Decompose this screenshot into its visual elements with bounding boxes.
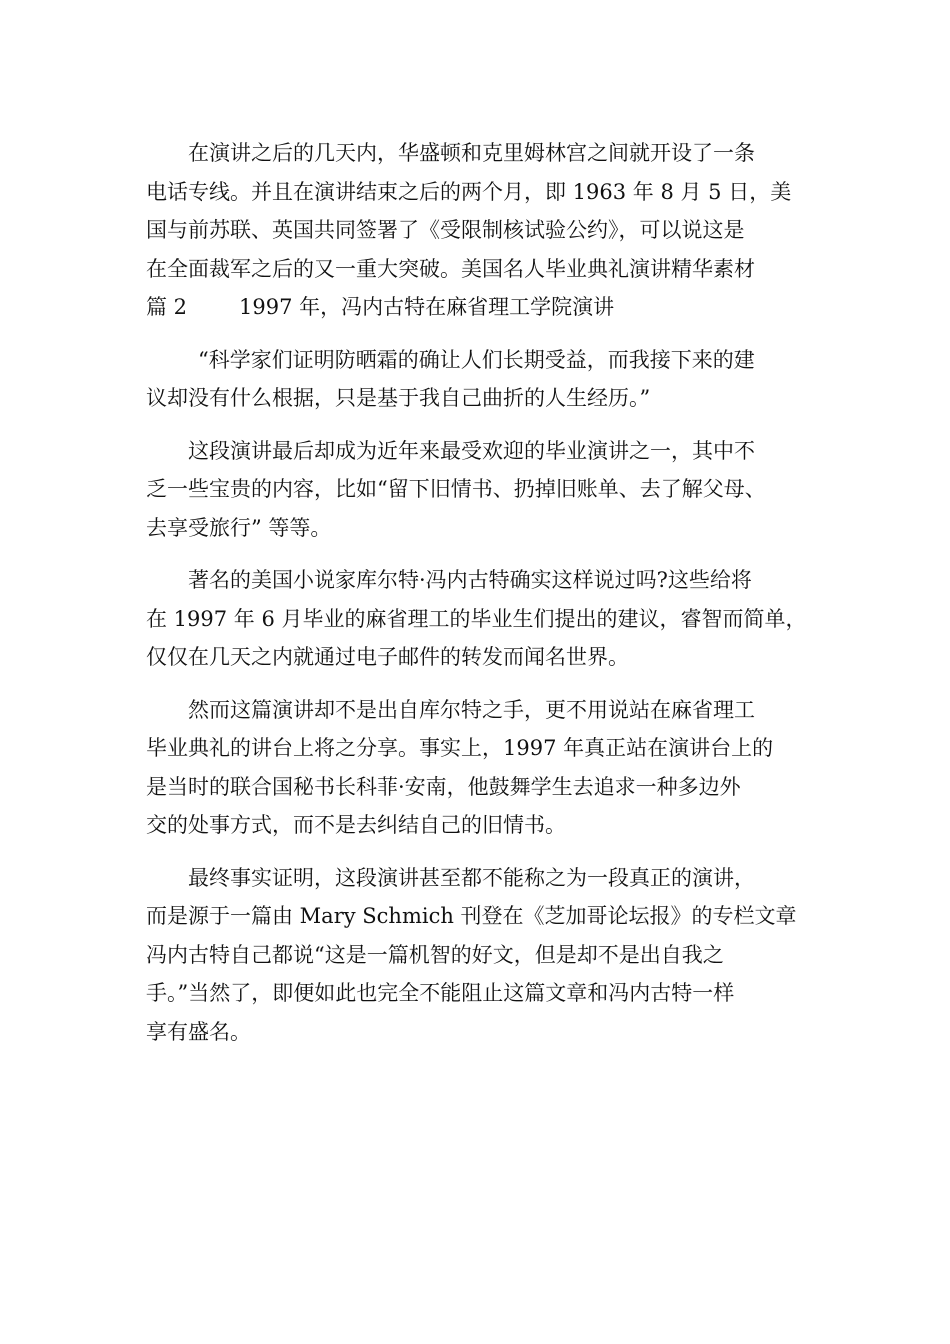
heading-title: 1997 年，冯内古特在麻省理工学院演讲 <box>239 295 615 319</box>
paragraph-line: 交的处事方式，而不是去纠结自己的旧情书。 <box>146 813 566 837</box>
paragraph-line: 在演讲之后的几天内，华盛顿和克里姆林宫之间就开设了一条 <box>188 141 755 165</box>
paragraph-4 <box>146 561 826 677</box>
paragraph-1 <box>146 134 826 327</box>
paragraph-line: 在全面裁军之后的又一重大突破。美国名人毕业典礼演讲精华素材 <box>146 256 755 281</box>
paragraph-line: 手。”当然了，即便如此也完全不能阻止这篇文章和冯内古特一样 <box>146 981 735 1005</box>
paragraph-line: 享有盛名。 <box>146 1019 251 1044</box>
paragraph-line: 然而这篇演讲却不是出自库尔特之手，更不用说站在麻省理工 <box>188 697 755 722</box>
paragraph-line: 议却没有什么根据，只是基于我自己曲折的人生经历。” <box>146 386 651 410</box>
paragraph-line: 这段演讲最后却成为近年来最受欢迎的毕业演讲之一，其中不 <box>188 438 755 463</box>
paragraph-line: 著名的美国小说家库尔特·冯内古特确实这样说过吗?这些给将 <box>188 568 752 592</box>
paragraph-line: 在 1997 年 6 月毕业的麻省理工的毕业生们提出的建议，睿智而简单， <box>146 606 807 631</box>
document-body <box>146 134 826 1065</box>
paragraph-quote <box>146 341 826 418</box>
paragraph-line: 乏一些宝贵的内容，比如“留下旧情书、扔掉旧账单、去了解父母、 <box>146 477 766 501</box>
paragraph-line: 是当时的联合国秘书长科菲·安南，他鼓舞学生去追求一种多边外 <box>146 774 741 799</box>
paragraph-6 <box>146 859 826 1052</box>
paragraph-line: 而是源于一篇由 Mary Schmich 刊登在《芝加哥论坛报》的专栏文章 <box>146 904 797 928</box>
paragraph-line: 仅仅在几天之内就通过电子邮件的转发而闻名世界。 <box>146 645 629 669</box>
paragraph-5 <box>146 691 826 845</box>
paragraph-line: 最终事实证明，这段演讲甚至都不能称之为一段真正的演讲， <box>188 865 755 890</box>
section-heading <box>146 288 826 327</box>
paragraph-3 <box>146 432 826 548</box>
paragraph-line: 去享受旅行” 等等。 <box>146 515 332 540</box>
paragraph-line: 冯内古特自己都说“这是一篇机智的好文，但是却不是出自我之 <box>146 942 724 967</box>
paragraph-line: 国与前苏联、英国共同签署了《受限制核试验公约》，可以说这是 <box>146 218 745 242</box>
paragraph-line: 毕业典礼的讲台上将之分享。事实上，1997 年真正站在演讲台上的 <box>146 736 774 760</box>
paragraph-line: “科学家们证明防晒霜的确让人们长期受益，而我接下来的建 <box>198 347 755 372</box>
paragraph-line: 电话专线。并且在演讲结束之后的两个月，即 1963 年 8 月 5 日，美 <box>146 179 792 204</box>
heading-prefix: 篇 2 <box>146 295 188 319</box>
